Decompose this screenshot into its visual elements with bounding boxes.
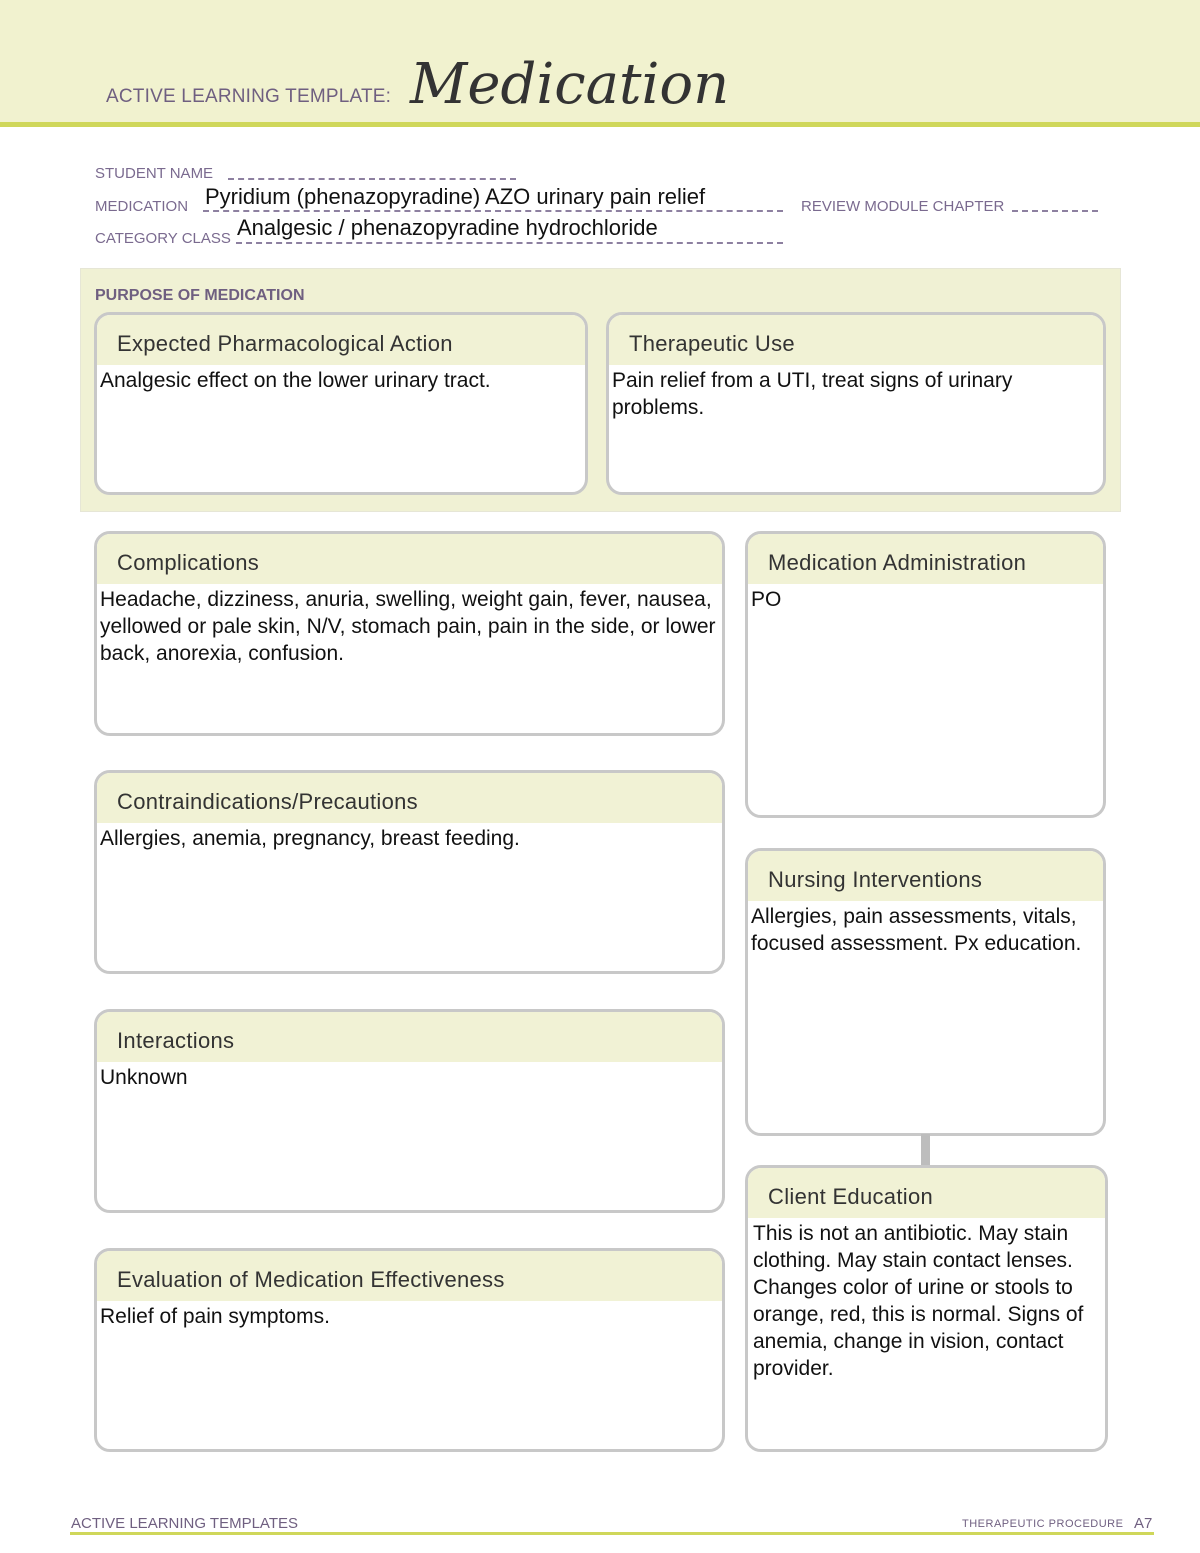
section-body: PO [751,588,782,611]
review-module-label: REVIEW MODULE CHAPTER [801,198,1005,215]
expected-action-box[interactable] [94,312,588,495]
complications-box[interactable] [94,531,725,736]
purpose-title: PURPOSE OF MEDICATION [95,287,305,304]
nursing-interventions-box[interactable] [745,848,1106,1136]
section-title: Evaluation of Medication Effectiveness [97,1251,722,1301]
category-class-value: Analgesic / phenazopyradine hydrochloride [237,215,658,240]
section-body: Pain relief from a UTI, treat signs of urinary problems. [612,369,1013,419]
section-body: Relief of pain symptoms. [100,1305,330,1328]
section-body: This is not an antibiotic. May stain clothing. May stain contact lenses. Changes color of urine or stools to orange, red, this is normal. Signs of anemia, change in vision, contact provider. [753,1222,1084,1380]
connector [921,1134,930,1167]
review-module-field[interactable] [1012,210,1098,212]
section-title: Nursing Interventions [748,851,1103,901]
section-body: Unknown [100,1066,188,1089]
section-title: Therapeutic Use [609,315,1103,365]
footer-divider [70,1532,1154,1535]
section-title: Expected Pharmacological Action [97,315,585,365]
section-title: Contraindications/Precautions [97,773,722,823]
medication-value: Pyridium (phenazopyradine) AZO urinary pain relief [205,184,706,209]
medication-field[interactable] [203,210,783,212]
section-body: Allergies, anemia, pregnancy, breast feeding. [100,827,520,850]
section-title: Client Education [748,1168,1105,1218]
therapeutic-use-box[interactable] [606,312,1106,495]
interactions-box[interactable] [94,1009,725,1213]
administration-box[interactable] [745,531,1106,818]
section-title: Medication Administration [748,534,1103,584]
section-body: Analgesic effect on the lower urinary tract. [100,369,491,392]
header-divider [0,122,1200,127]
page-number: A7 [1134,1515,1153,1532]
template-prefix: ACTIVE LEARNING TEMPLATE: [106,86,392,107]
medication-label: MEDICATION [95,198,189,215]
section-body: Allergies, pain assessments, vitals, focused assessment. Px education. [751,905,1082,955]
section-title: Interactions [97,1012,722,1062]
evaluation-box[interactable] [94,1248,725,1452]
page-title: Medication [410,52,730,117]
section-title: Complications [97,534,722,584]
category-class-label: CATEGORY CLASS [95,230,231,247]
student-name-label: STUDENT NAME [95,165,214,182]
section-body: Headache, dizziness, anuria, swelling, weight gain, fever, nausea, yellowed or pale skin, N/V, stomach pain, pain in the side, or lower back, anorexia, confusion. [100,588,716,665]
footer-right: THERAPEUTIC PROCEDURE [962,1518,1124,1530]
category-class-field[interactable] [236,242,783,244]
student-name-field[interactable] [228,178,516,180]
client-education-box[interactable] [745,1165,1108,1452]
footer-left: ACTIVE LEARNING TEMPLATES [71,1515,298,1532]
contraindications-box[interactable] [94,770,725,974]
